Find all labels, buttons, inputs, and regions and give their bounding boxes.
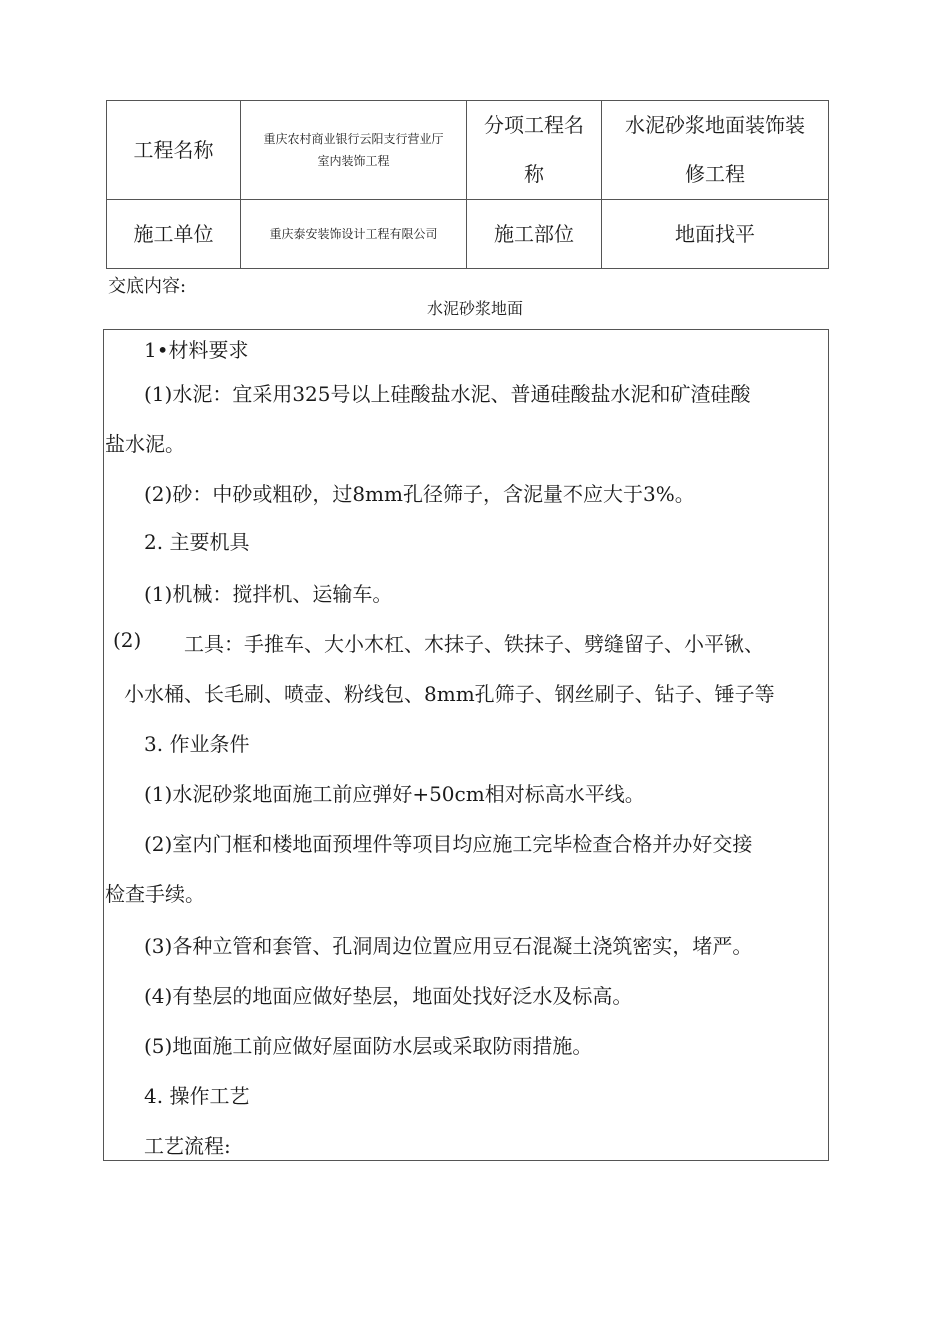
project-name-line: 室内装饰工程 xyxy=(317,154,390,168)
content-line: 4. 操作工艺 xyxy=(144,1084,250,1108)
project-name-label: 工程名称 xyxy=(107,101,241,200)
content-line: 工具：手推车、大小木杠、木抹子、铁抹子、劈缝留子、小平锹、 xyxy=(184,632,764,656)
sub-project-value-line: 水泥砂浆地面装饰装 xyxy=(625,113,805,137)
sub-project-label-line: 称 xyxy=(524,162,544,186)
content-line: 3. 作业条件 xyxy=(144,732,250,756)
sub-project-label xyxy=(467,101,602,200)
sub-project-value-line: 修工程 xyxy=(685,162,745,186)
table-row xyxy=(107,200,829,269)
content-line: 工艺流程: xyxy=(144,1134,231,1158)
content-line: 小水桶、长毛刷、喷壶、粉线包、8mm孔筛子、钢丝刷子、钻子、锤子等 xyxy=(124,682,775,706)
disclosure-label: 交底内容: xyxy=(108,276,187,297)
sub-project-label-line: 分项工程名 xyxy=(484,113,584,137)
content-line: (2)室内门框和楼地面预埋件等项目均应施工完毕检查合格并办好交接 xyxy=(144,832,753,856)
content-line: (1)机械：搅拌机、运输车。 xyxy=(144,582,393,606)
content-line: 检查手续。 xyxy=(105,882,205,906)
content-line: (2) xyxy=(113,628,142,652)
table-row xyxy=(107,101,829,200)
content-line: 2. 主要机具 xyxy=(144,530,250,554)
location-label: 施工部位 xyxy=(467,200,602,269)
disclosure-content-box xyxy=(103,329,829,1161)
content-line: (3)各种立管和套管、孔洞周边位置应用豆石混凝土浇筑密实，堵严。 xyxy=(144,934,753,958)
content-line: (2)砂：中砂或粗砂，过8mm孔径筛子，含泥量不应大于3%。 xyxy=(144,482,695,506)
content-line: (1)水泥砂浆地面施工前应弹好+50cm相对标高水平线。 xyxy=(144,782,645,806)
location-value: 地面找平 xyxy=(602,200,829,269)
sub-project-value xyxy=(602,101,829,200)
content-line: (1)水泥：宜采用325号以上硅酸盐水泥、普通硅酸盐水泥和矿渣硅酸 xyxy=(144,382,751,406)
contractor-label: 施工单位 xyxy=(107,200,241,269)
content-line: (5)地面施工前应做好屋面防水层或采取防雨措施。 xyxy=(144,1034,593,1058)
header-info-table xyxy=(106,100,829,269)
section-title: 水泥砂浆地面 xyxy=(426,299,523,318)
content-line: 1•材料要求 xyxy=(144,338,249,362)
project-name-value xyxy=(241,101,467,200)
project-name-line: 重庆农村商业银行云阳支行营业厅 xyxy=(263,132,444,146)
contractor-value: 重庆泰安装饰设计工程有限公司 xyxy=(241,200,467,269)
content-line: (4)有垫层的地面应做好垫层，地面处找好泛水及标高。 xyxy=(144,984,633,1008)
content-line: 盐水泥。 xyxy=(105,432,185,456)
